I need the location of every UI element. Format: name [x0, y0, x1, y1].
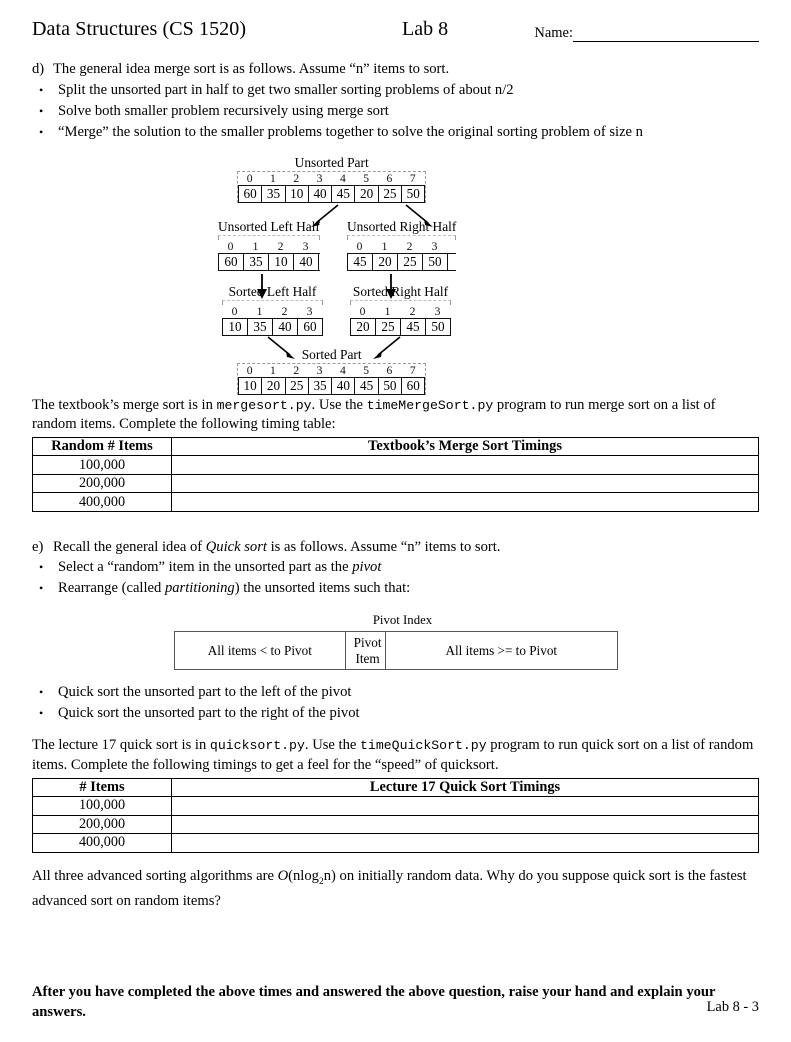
- cell-item-count: 400,000: [33, 493, 172, 512]
- array-index: 3: [316, 171, 323, 185]
- list-item: [32, 578, 759, 599]
- array-sorted-part: [237, 347, 426, 395]
- bullet-icon: •: [39, 685, 44, 700]
- pivot-partition-diagram: [32, 613, 759, 670]
- array-index: 6: [386, 363, 393, 377]
- array-value: 20: [262, 378, 285, 394]
- cell-timing-entry[interactable]: [172, 834, 759, 853]
- array-unsorted-right-half: [347, 219, 456, 271]
- pivot-item-line1: Pivot: [353, 635, 382, 651]
- array-index-row: [238, 364, 425, 377]
- bullet-icon: •: [39, 103, 44, 118]
- table-row: [33, 834, 759, 853]
- array-value: 10: [239, 378, 262, 394]
- merge-timing-program: timeMergeSort.py: [366, 397, 494, 413]
- name-field-group: [534, 25, 759, 42]
- array-caption: Sorted Right Half: [352, 283, 449, 299]
- name-write-in-line[interactable]: [573, 29, 759, 42]
- array-index: 0: [356, 239, 363, 253]
- array-index: 1: [256, 304, 263, 318]
- section-d-intro-text: The general idea merge sort is as follows. Assume “n” items to sort.: [53, 61, 450, 77]
- section-e-bullet-list-2: [32, 682, 759, 724]
- section-e-intro-a: Recall the general idea of: [53, 538, 206, 555]
- cell-item-count: 400,000: [33, 834, 172, 853]
- lab-worksheet-page: [0, 18, 791, 1042]
- array-index: 1: [270, 171, 276, 185]
- section-d-intro: [32, 60, 759, 80]
- array-index: 2: [409, 304, 416, 318]
- array-value-row: [218, 253, 320, 271]
- array-caption: Unsorted Left Half: [218, 218, 320, 234]
- bullet-text-a: Select a “random” item in the unsorted part as the: [58, 559, 353, 576]
- quick-text-part3: program to run quick sort on a list of random items. Complete the following timings to get a feel for the “speed” of quicksort.: [32, 737, 754, 773]
- array-value: 45: [332, 186, 355, 202]
- bullet-text: Solve both smaller problem recursively using merge sort: [58, 102, 389, 119]
- quick-text-part2: . Use the: [304, 737, 361, 754]
- array-index: 0: [246, 363, 253, 377]
- bullet-text: “Merge” the solution to the smaller problems together to solve the original sorting problem of size n: [58, 123, 643, 140]
- array-value: 50: [402, 186, 425, 202]
- array-value: 50: [379, 378, 402, 394]
- section-d-bullet-list: [32, 80, 759, 143]
- column-header-timings: Textbook’s Merge Sort Timings: [172, 437, 759, 456]
- final-instruction: After you have completed the above times and answered the above question, raise your hand and explain your answers.: [32, 983, 716, 1020]
- array-value: 60: [219, 254, 244, 270]
- cell-timing-entry[interactable]: [172, 493, 759, 512]
- table-header-row: [33, 778, 759, 797]
- table-row: [33, 474, 759, 493]
- table-row: [174, 632, 617, 670]
- array-index-row: [222, 305, 323, 318]
- section-d-marker: d): [32, 61, 45, 77]
- merge-sort-timing-table: [32, 437, 759, 512]
- bullet-text: Quick sort the unsorted part to the right of the pivot: [58, 705, 360, 722]
- page-header: [32, 18, 759, 56]
- answer-write-in-space[interactable]: [32, 912, 759, 968]
- table-header-row: [33, 437, 759, 456]
- array-value: 50: [423, 254, 448, 270]
- array-sorted-left-half: [222, 284, 323, 336]
- merge-code-file: mergesort.py: [216, 397, 312, 413]
- array-value: 50: [426, 319, 451, 335]
- bullet-icon: •: [39, 581, 44, 596]
- name-label: Name:: [534, 25, 573, 41]
- array-index: 4: [339, 171, 346, 185]
- complexity-a: (nlog: [288, 867, 319, 884]
- bullet-icon: •: [39, 560, 44, 575]
- array-value: 40: [273, 319, 298, 335]
- array-caption: Sorted Left Half: [228, 283, 317, 299]
- table-row: [33, 493, 759, 512]
- merge-text-part1: The textbook’s merge sort is in: [32, 396, 217, 413]
- list-item: [32, 703, 759, 724]
- array-index: 3: [302, 239, 309, 253]
- array-value: 35: [262, 186, 285, 202]
- array-value: 20: [355, 186, 378, 202]
- array-unsorted-part: [237, 155, 426, 203]
- array-index: 2: [281, 304, 288, 318]
- section-e-intro-b: is as follows. Assume “n” items to sort.: [266, 538, 501, 555]
- quick-text-part1: The lecture 17 quick sort is in: [32, 737, 210, 754]
- merge-sort-instructions: [32, 396, 759, 435]
- course-title: Data Structures (CS 1520): [32, 18, 247, 40]
- column-header-items: # Items: [33, 778, 172, 797]
- bullet-icon: •: [39, 706, 44, 721]
- pivot-emphasis: pivot: [352, 559, 382, 576]
- array-index: 2: [406, 239, 413, 253]
- quick-sort-instructions: [32, 736, 759, 775]
- array-index: 3: [306, 304, 313, 318]
- array-value: 20: [373, 254, 398, 270]
- array-index: 3: [434, 304, 441, 318]
- array-index: 0: [246, 171, 253, 185]
- array-value: 10: [223, 319, 248, 335]
- array-index: 7: [409, 363, 416, 377]
- array-value: 25: [398, 254, 423, 270]
- array-index-row: [238, 172, 425, 185]
- array-index: 7: [409, 171, 416, 185]
- array-value: 45: [401, 319, 426, 335]
- column-header-timings: Lecture 17 Quick Sort Timings: [172, 778, 759, 797]
- page-footer: Lab 8 - 3: [706, 999, 759, 1015]
- cell-item-count: 100,000: [33, 456, 172, 475]
- array-index: 2: [293, 363, 300, 377]
- array-index: 0: [359, 304, 366, 318]
- array-value: 25: [286, 378, 309, 394]
- array-index: 1: [381, 239, 388, 253]
- array-value-row: [238, 185, 425, 203]
- list-item: [32, 101, 759, 122]
- closing-part1: All three advanced sorting algorithms are: [32, 867, 278, 884]
- bullet-text: Split the unsorted part in half to get two smaller sorting problems of about n/2: [58, 81, 514, 98]
- closing-question: [32, 867, 759, 912]
- cell-item-count: 100,000: [33, 797, 172, 816]
- array-index: 1: [384, 304, 391, 318]
- table-row: [33, 797, 759, 816]
- partitioning-emphasis: partitioning: [164, 580, 235, 597]
- quick-timing-program: timeQuickSort.py: [360, 738, 487, 754]
- array-value: 35: [248, 319, 273, 335]
- list-item: [32, 80, 759, 101]
- section-e-intro-text: [53, 538, 500, 558]
- closing-part2: on initially random data. Why do you suppose quick sort is the fastest advanced sort on random items?: [32, 867, 747, 910]
- pivot-partition-table: [174, 631, 618, 670]
- section-e-bullet-list: [32, 557, 759, 599]
- section-e-intro: [32, 538, 759, 558]
- bullet-text-a: Rearrange (called: [58, 580, 165, 597]
- array-value: 35: [309, 378, 332, 394]
- array-caption: Unsorted Right Half: [347, 218, 457, 234]
- array-index: 0: [231, 304, 238, 318]
- array-index-row: [218, 240, 320, 253]
- array-index: 5: [363, 363, 370, 377]
- array-index: 6: [386, 171, 393, 185]
- array-value: 20: [351, 319, 376, 335]
- cell-timing-entry[interactable]: [172, 456, 759, 475]
- list-item: [32, 122, 759, 143]
- cell-timing-entry[interactable]: [172, 797, 759, 816]
- array-unsorted-left-half: [218, 219, 320, 271]
- array-value-row: [347, 253, 456, 271]
- array-value: 25: [376, 319, 401, 335]
- cell-pivot-item: [346, 632, 386, 670]
- array-index-row: [347, 240, 456, 253]
- pivot-index-caption: Pivot Index: [372, 613, 433, 628]
- array-index: 1: [252, 239, 259, 253]
- array-value-row: [222, 318, 323, 336]
- array-index: 3: [431, 239, 438, 253]
- section-e-marker: e): [32, 538, 44, 555]
- bullet-icon: •: [39, 82, 44, 97]
- complexity-subscript: 2: [318, 876, 324, 887]
- array-value: 60: [239, 186, 262, 202]
- bullet-text: [58, 578, 410, 599]
- cell-item-count: 200,000: [33, 815, 172, 834]
- array-index: 0: [227, 239, 234, 253]
- array-index: 5: [363, 171, 370, 185]
- array-value: 45: [355, 378, 378, 394]
- array-value: 40: [332, 378, 355, 394]
- array-value: 25: [379, 186, 402, 202]
- array-index: 1: [270, 363, 276, 377]
- cell-item-count: 200,000: [33, 474, 172, 493]
- pivot-item-line2: Item: [355, 650, 380, 666]
- bullet-text-b: ) the unsorted items such that:: [234, 580, 411, 597]
- array-index-row: [350, 305, 451, 318]
- array-value-row: [350, 318, 451, 336]
- array-index: 3: [316, 363, 323, 377]
- array-value-row: [238, 377, 425, 395]
- bullet-icon: •: [39, 124, 44, 139]
- array-caption: Sorted Part: [301, 346, 362, 362]
- array-index: 4: [339, 363, 346, 377]
- array-value: 40: [309, 186, 332, 202]
- list-item: [32, 682, 759, 703]
- bullet-text: [58, 557, 381, 578]
- merge-text-part3: program to run merge sort on a list of random items. Complete the following timing table:: [32, 396, 716, 433]
- quick-sort-timing-table: [32, 778, 759, 853]
- array-caption: Unsorted Part: [294, 154, 369, 170]
- cell-timing-entry[interactable]: [172, 815, 759, 834]
- cell-less-than-pivot: All items < to Pivot: [174, 632, 346, 670]
- list-item: [32, 557, 759, 578]
- quick-sort-emphasis: Quick sort: [205, 538, 267, 555]
- cell-greater-equal-pivot: All items >= to Pivot: [386, 632, 617, 670]
- array-value: 60: [298, 319, 323, 335]
- array-sorted-right-half: [350, 284, 451, 336]
- table-row: [33, 456, 759, 475]
- array-value: 10: [269, 254, 294, 270]
- lab-title: Lab 8: [402, 18, 449, 40]
- quick-code-file: quicksort.py: [209, 738, 305, 754]
- array-value: 60: [402, 378, 425, 394]
- cell-timing-entry[interactable]: [172, 474, 759, 493]
- array-index: 2: [293, 171, 300, 185]
- column-header-items: Random # Items: [33, 437, 172, 456]
- big-o-notation: O: [277, 867, 289, 884]
- merge-sort-diagram: [32, 155, 759, 393]
- array-value: 35: [244, 254, 269, 270]
- merge-text-part2: . Use the: [311, 396, 367, 413]
- complexity-b: n): [323, 867, 336, 884]
- table-row: [33, 815, 759, 834]
- array-index: 2: [277, 239, 284, 253]
- bullet-text: Quick sort the unsorted part to the left of the pivot: [58, 684, 352, 701]
- array-value: 45: [348, 254, 373, 270]
- array-value: 40: [294, 254, 319, 270]
- array-value: 10: [286, 186, 309, 202]
